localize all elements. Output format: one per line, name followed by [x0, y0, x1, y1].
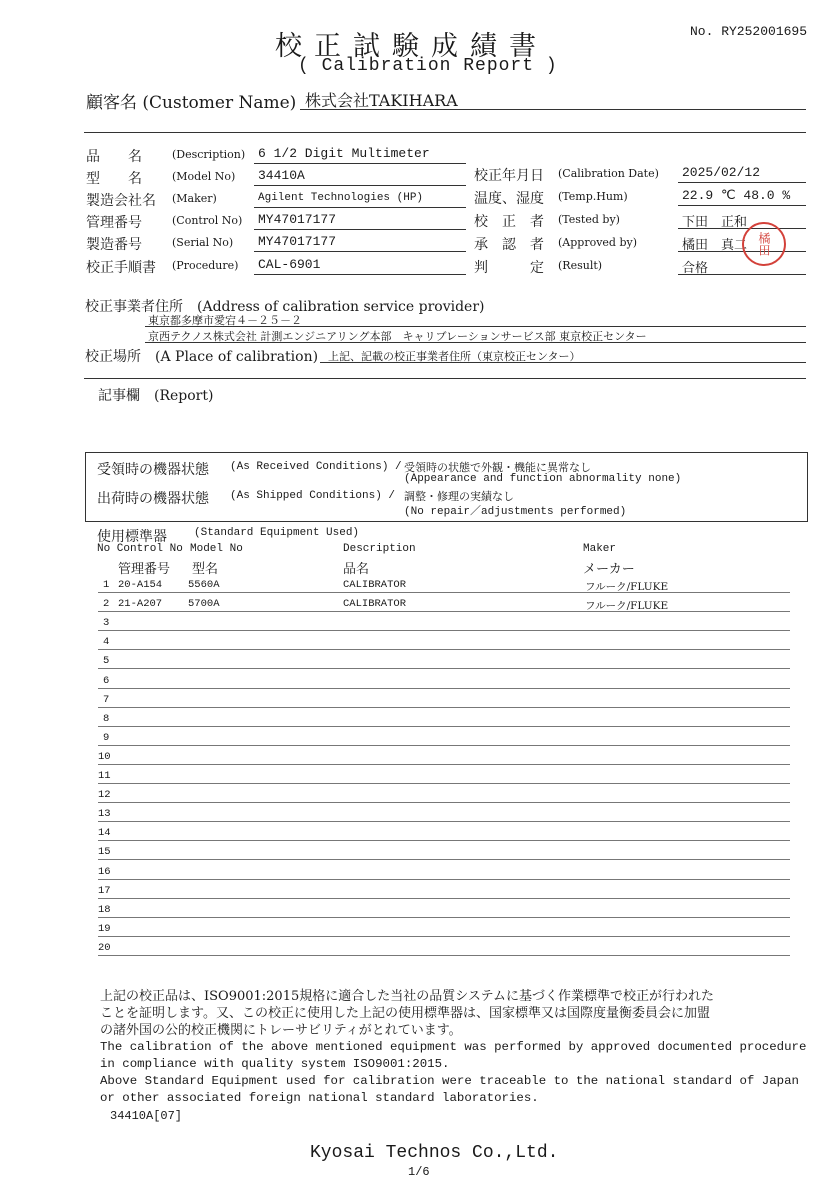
report-label: 記事欄 (Report) [98, 388, 214, 404]
field-label-jp: 温度、湿度 [474, 191, 544, 207]
row-line [98, 592, 790, 593]
field-label-jp: 校正手順書 [86, 260, 156, 276]
row-no: 1 [103, 579, 110, 591]
field-label-jp: 型 名 [86, 171, 142, 187]
customer-value: 株式会社TAKIHARA [305, 91, 458, 110]
field-value: 34410A [258, 168, 305, 183]
row-no: 19 [98, 923, 111, 935]
row-line [98, 955, 790, 956]
row-desc: CALIBRATOR [343, 579, 407, 591]
field-label-en: (Maker) [172, 192, 217, 205]
report-number: No. RY252001695 [690, 24, 808, 39]
row-control: 21-A207 [118, 598, 163, 610]
field-label-jp: 校 正 者 [474, 214, 544, 230]
field-label-en: (Model No) [172, 170, 236, 183]
row-line [98, 707, 790, 708]
row-no: 17 [98, 885, 111, 897]
col-no-control: No Control No [97, 543, 183, 555]
row-no: 7 [103, 694, 110, 706]
row-maker: フルーク/FLUKE [585, 600, 669, 612]
shipped-label-jp: 出荷時の機器状態 [97, 491, 209, 507]
row-line [98, 630, 790, 631]
field-value: 6 1/2 Digit Multimeter [258, 146, 430, 161]
row-line [98, 745, 790, 746]
form-code: 34410A[07] [110, 1109, 183, 1123]
row-model: 5700A [188, 598, 220, 610]
field-value: MY47017177 [258, 212, 337, 227]
field-label-jp: 承 認 者 [474, 237, 544, 253]
statement-en-1: The calibration of the above mentioned equipment was performed by approved documented procedure [100, 1040, 807, 1054]
row-no: 6 [103, 675, 110, 687]
row-no: 15 [98, 846, 111, 858]
row-line [98, 688, 790, 689]
row-no: 10 [98, 751, 111, 763]
statement-jp-2: ことを証明します。又、この校正に使用した上記の使用標準器は、国家標準又は国際度量衡委員会に加盟 [100, 1006, 710, 1021]
customer-underline [300, 109, 806, 110]
row-line [98, 840, 790, 841]
row-no: 2 [103, 598, 110, 610]
address-line2-underline [145, 342, 806, 343]
row-no: 12 [98, 789, 111, 801]
field-label-jp: 製造番号 [86, 237, 142, 253]
field-label-en: (Description) [172, 148, 246, 161]
row-line [98, 783, 790, 784]
field-underline [254, 185, 466, 186]
field-underline [678, 205, 806, 206]
col-control-jp: 管理番号 [118, 562, 171, 577]
shipped-value-jp: 調整・修理の実績なし [404, 490, 514, 503]
statement-en-3: Above Standard Equipment used for calibration were traceable to the national standard of Japan [100, 1074, 799, 1088]
row-desc: CALIBRATOR [343, 598, 407, 610]
received-label-jp: 受領時の機器状態 [97, 462, 209, 478]
field-value: 下田 正和 [682, 215, 748, 230]
field-label-en: (Approved by) [558, 236, 638, 249]
field-label-jp: 判 定 [474, 260, 544, 276]
address-label: 校正事業者住所 (Address of calibration service provider) [85, 299, 485, 315]
col-model: Model No [190, 543, 243, 555]
row-line [98, 879, 790, 880]
statement-en-4: or other associated foreign national standard laboratories. [100, 1091, 539, 1105]
row-line [98, 821, 790, 822]
field-label-en: (Calibration Date) [558, 167, 659, 180]
address-line1-underline [145, 326, 806, 327]
row-line [98, 668, 790, 669]
col-desc-jp: 品名 [343, 562, 370, 577]
address-line2: 京西テクノス株式会社 計測エンジニアリング本部 キャリブレーションサービス部 東京校正センター [148, 330, 647, 343]
row-model: 5560A [188, 579, 220, 591]
row-no: 9 [103, 732, 110, 744]
standards-title-jp: 使用標準器 [97, 529, 167, 545]
col-maker-jp: メーカー [583, 562, 635, 577]
report-title-en: ( Calibration Report ) [298, 56, 558, 76]
field-label-jp: 校正年月日 [474, 168, 544, 184]
field-label-en: (Result) [558, 259, 603, 272]
field-underline [254, 163, 466, 164]
field-underline [254, 274, 466, 275]
row-no: 14 [98, 827, 111, 839]
place-label: 校正場所 (A Place of calibration) [85, 349, 319, 365]
row-line [98, 898, 790, 899]
row-line [98, 917, 790, 918]
field-label-jp: 管理番号 [86, 215, 142, 231]
field-value: 2025/02/12 [682, 165, 761, 180]
row-no: 4 [103, 636, 110, 648]
field-label-jp: 品 名 [86, 149, 142, 165]
field-label-en: (Tested by) [558, 213, 620, 226]
standards-title-en: (Standard Equipment Used) [194, 527, 360, 539]
row-no: 11 [98, 770, 111, 782]
row-control: 20-A154 [118, 579, 163, 591]
shipped-label-en: (As Shipped Conditions) / [230, 490, 396, 502]
row-maker: フルーク/FLUKE [585, 581, 669, 593]
row-line [98, 726, 790, 727]
footer-company: Kyosai Technos Co.,Ltd. [310, 1143, 559, 1163]
divider [84, 132, 806, 133]
field-value: 合格 [682, 261, 709, 276]
report-title-jp: 校正試験成績書 [275, 31, 548, 62]
row-no: 13 [98, 808, 111, 820]
field-underline [254, 251, 466, 252]
col-model-jp: 型名 [192, 562, 219, 577]
col-maker: Maker [583, 543, 617, 555]
row-no: 5 [103, 655, 110, 667]
field-value: 22.9 ℃ 48.0 % [682, 188, 791, 203]
row-line [98, 611, 790, 612]
field-underline [678, 274, 806, 275]
page-number: 1/6 [408, 1165, 430, 1179]
statement-en-2: in compliance with quality system ISO9001:2015. [100, 1057, 450, 1071]
divider [84, 378, 806, 379]
place-value: 上記、記載の校正事業者住所（東京校正センター） [328, 350, 581, 363]
row-no: 18 [98, 904, 111, 916]
field-underline [678, 251, 806, 252]
statement-jp-3: の諸外国の公的校正機関にトレーサビリティがとれています。 [100, 1023, 462, 1038]
field-value: MY47017177 [258, 234, 337, 249]
field-label-en: (Temp.Hum) [558, 190, 628, 203]
row-line [98, 764, 790, 765]
row-no: 8 [103, 713, 110, 725]
received-value-en: (Appearance and function abnormality none) [404, 473, 682, 485]
received-value-jp: 受領時の状態で外観・機能に異常なし [404, 461, 591, 474]
field-label-jp: 製造会社名 [86, 193, 156, 209]
place-underline [320, 362, 806, 363]
field-value: CAL-6901 [258, 257, 321, 272]
field-underline [678, 228, 806, 229]
statement-jp-1: 上記の校正品は、ISO9001:2015規格に適合した当社の品質システムに基づく作業標準で校正が行われた [100, 989, 714, 1004]
field-underline [678, 182, 806, 183]
row-line [98, 649, 790, 650]
field-underline [254, 229, 466, 230]
field-label-en: (Control No) [172, 214, 243, 227]
field-underline [254, 207, 466, 208]
customer-label: 顧客名 (Customer Name) [86, 93, 297, 113]
field-value: 橘田 真二 [682, 238, 748, 253]
row-line [98, 936, 790, 937]
row-no: 16 [98, 866, 111, 878]
field-label-en: (Procedure) [172, 259, 239, 272]
row-line [98, 859, 790, 860]
address-line1: 東京都多摩市愛宕４－２５－２ [148, 314, 302, 327]
row-no: 20 [98, 942, 111, 954]
col-desc: Description [343, 543, 416, 555]
field-label-en: (Serial No) [172, 236, 234, 249]
field-value: Agilent Technologies (HP) [258, 192, 424, 204]
approval-seal: 橘田 [742, 222, 786, 266]
shipped-value-en: (No repair／adjustments performed) [404, 506, 627, 518]
row-no: 3 [103, 617, 110, 629]
row-line [98, 802, 790, 803]
received-label-en: (As Received Conditions) / [230, 461, 402, 473]
